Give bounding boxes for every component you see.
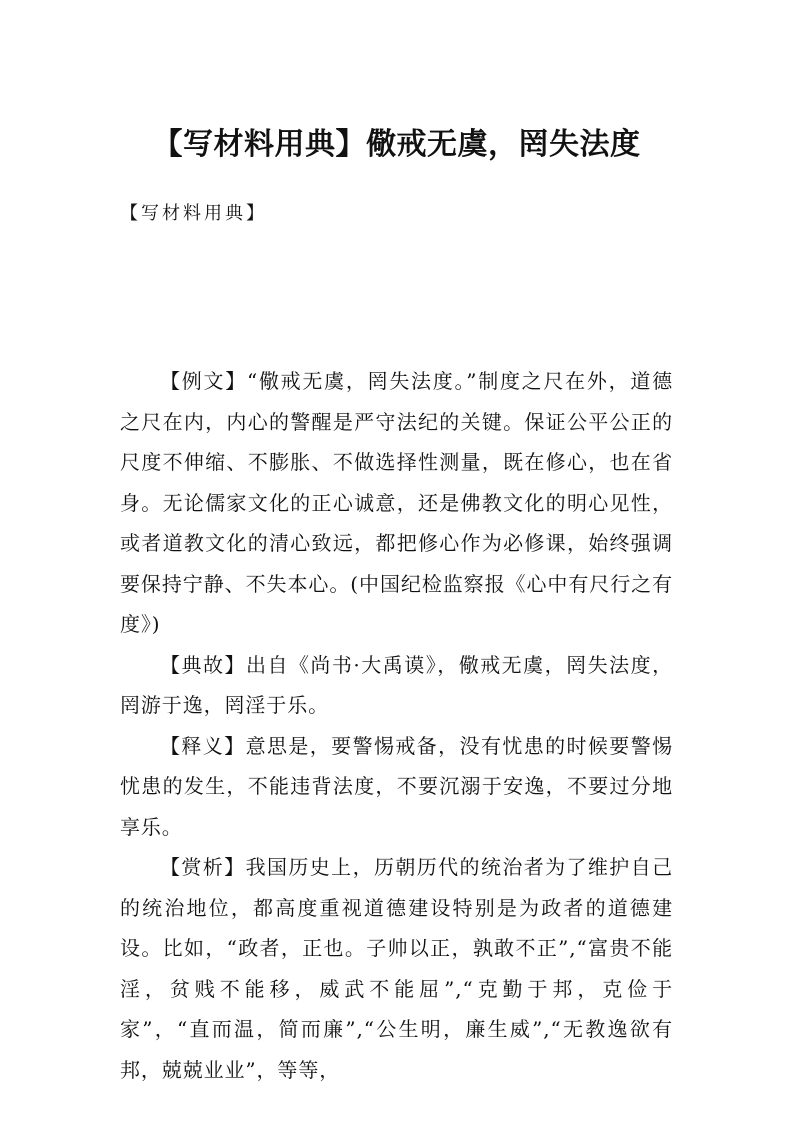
paragraph-text: 出自《尚书·大禹谟》，儆戒无虞，罔失法度，罔游于逸，罔淫于乐。 bbox=[120, 652, 673, 717]
page-title: 【写材料用典】儆戒无虞，罔失法度 bbox=[152, 127, 641, 162]
paragraph-text: 意思是，要警惕戒备，没有忧患的时候要警惕忧患的发生，不能违背法度，不要沉溺于安逸，不要过分地享乐。 bbox=[120, 733, 674, 839]
paragraph-tag: 【例文】 bbox=[160, 369, 247, 393]
category-heading: 【写材料用典】 bbox=[120, 203, 267, 224]
paragraph-text: “儆戒无虞，罔失法度。”制度之尺在外，道德之尺在内，内心的警醒是严守法纪的关键。保证公平公正的尺度不伸缩、不膨胀、不做选择性测量，既在修心，也在省身。无论儒家文化的正心诚意，还是佛教文化的明心见性，或者道教文化的清心致远，都把修心作为必修课，始终强调要保持宁静、不失本心。(中国纪检监察报《心中有尺行之有度》) bbox=[120, 369, 673, 636]
paragraph-tag: 【释义】 bbox=[160, 733, 246, 758]
article-body bbox=[120, 361, 673, 1090]
paragraph-text: 我国历史上，历朝历代的统治者为了维护自己的统治地位，都高度重视道德建设特别是为政者的道德建设。比如，“政者，正也。子帅以正，孰敢不正”,“富贵不能淫，贫贱不能移，威武不能屈”,“克勤于邦，克俭于家”，“直而温，简而廉”,“公生明，廉生威”,“无教逸欲有邦，兢兢业业”，等等， bbox=[120, 855, 674, 1082]
paragraph-tag: 【典故】 bbox=[160, 652, 246, 677]
paragraph-allusion bbox=[120, 645, 673, 726]
paragraph-appreciation bbox=[120, 847, 673, 1090]
paragraph-tag: 【赏析】 bbox=[160, 855, 246, 879]
paragraph-interpretation bbox=[120, 726, 673, 848]
paragraph-example bbox=[120, 361, 673, 645]
